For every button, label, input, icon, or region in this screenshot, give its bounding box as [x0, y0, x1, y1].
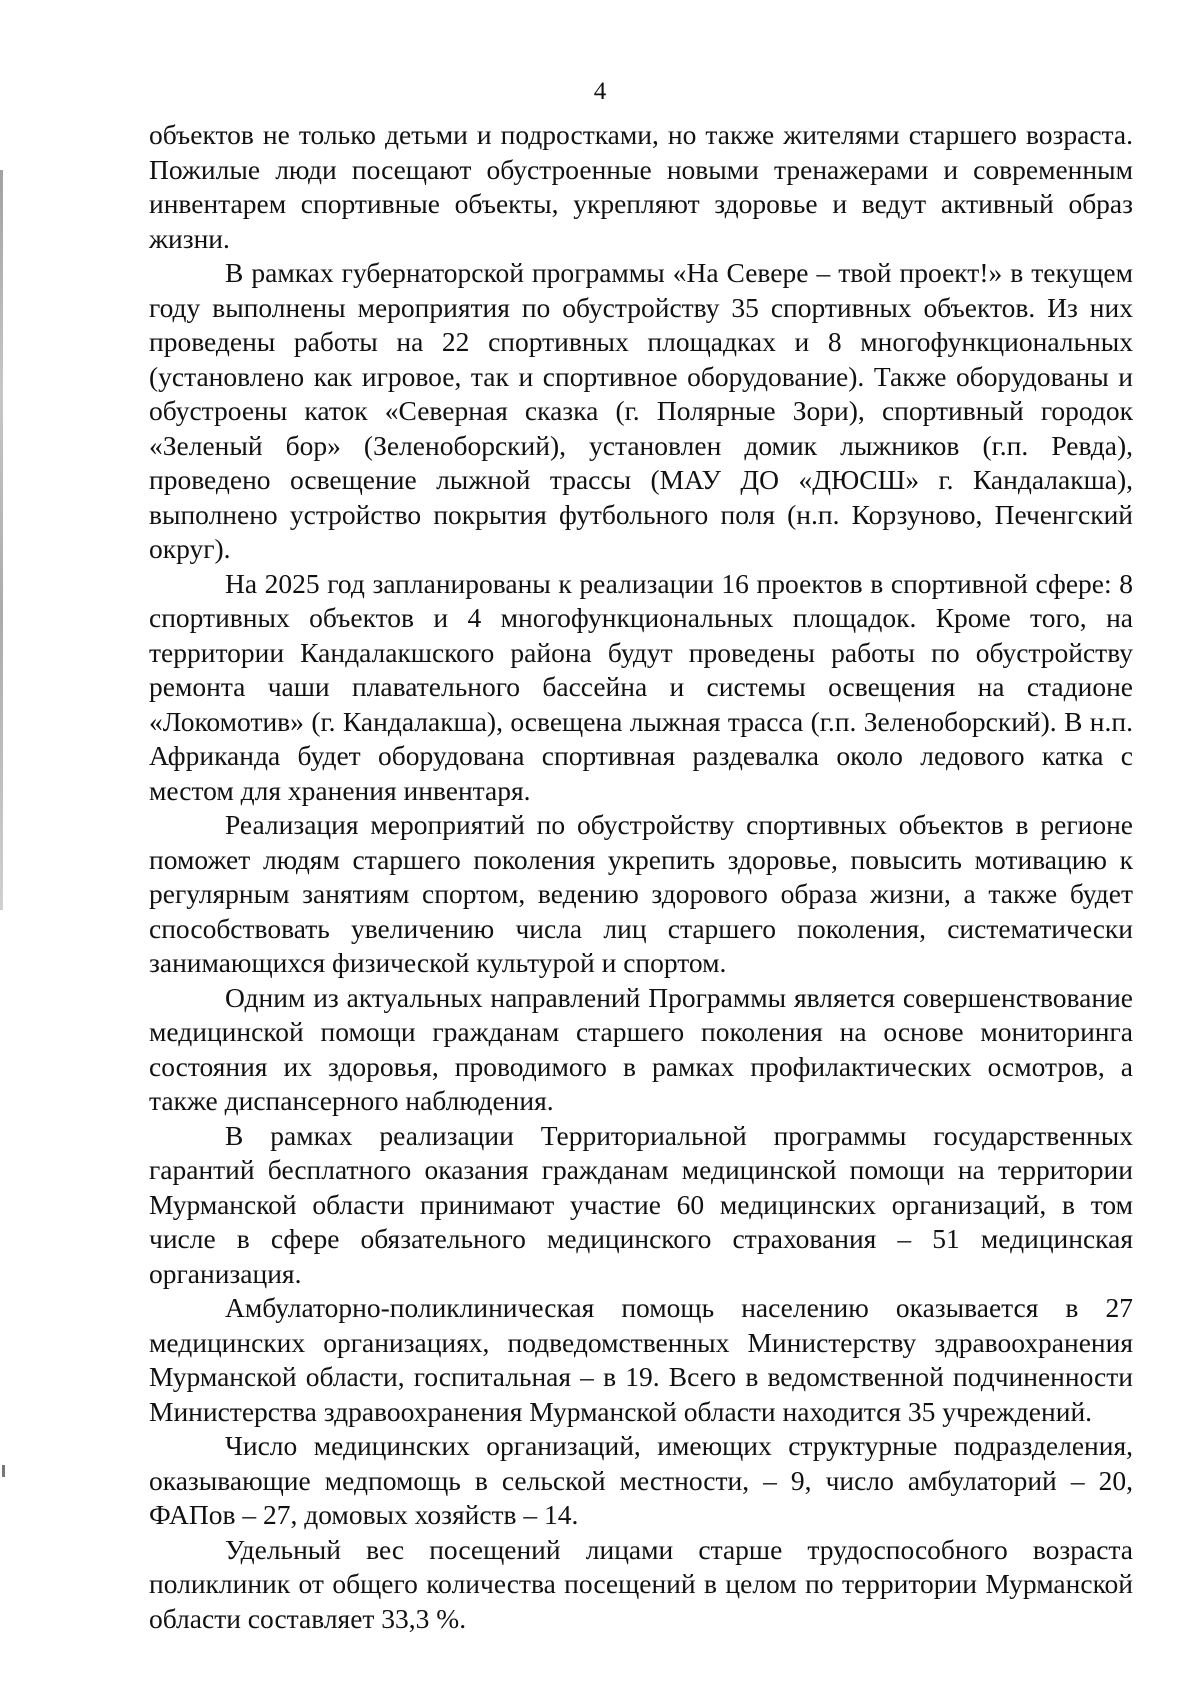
paragraph-visits-share: Удельный вес посещений лицами старше трудоспособного возраста поликлиник от общего количества посещений в целом по территории Мурманской области составляет 33,3 %. — [149, 1533, 1133, 1634]
scan-edge-artifact — [0, 170, 3, 910]
paragraph-outpatient-care: Амбулаторно-поликлиническая помощь населению оказывается в 27 медицинских организациях, подведомственных Министерству здравоохранения Мурманской области, госпитальная – в 19. Всего в ведомственной подчиненности Министерства здравоохранения Мурманской области находится 35 учреждений. — [149, 1292, 1133, 1427]
paragraph-governor-program: В рамках губернаторской программы «На Севере – твой проект!» в текущем году выполнены мероприятия по обустройству 35 спортивных объектов. Из них проведены работы на 22 спортивных площадках и 8 многофункциональных (установлено как игровое, так и спортивное оборудование). Также оборудованы и обустроены каток «Северная сказка (г. Полярные Зори), спортивный городок «Зеленый бор» (Зеленоборский), установлен домик лыжников (г.п. Ревда), проведено освещение лыжной трассы (МАУ ДО «ДЮСШ» г. Кандалакша), выполнено устройство покрытия футбольного поля (н.п. Корзуново, Печенгский округ). — [149, 257, 1133, 564]
paragraph-medical-direction: Одним из актуальных направлений Программы является совершенствование медицинской помощи гражданам старшего поколения на основе мониторинга состояния их здоровья, проводимого в рамках профилактических осмотров, а также диспансерного наблюдения. — [149, 981, 1133, 1116]
paragraph-plans-2025: На 2025 год запланированы к реализации 16 проектов в спортивной сфере: 8 спортивных объектов и 4 многофункциональных площадок. Кроме того, на территории Кандалакшского района будут проведены работы по обустройству ремонта чаши плавательного бассейна и системы освещения на стадионе «Локомотив» (г. Кандалакша), освещена лыжная трасса (г.п. Зеленоборский). В н.п. Африканда будет оборудована спортивная раздевалка около ледового катка с местом для хранения инвентаря. — [149, 567, 1133, 806]
page-number: 4 — [593, 78, 607, 105]
paragraph-territorial-program: В рамках реализации Территориальной программы государственных гарантий бесплатного оказания гражданам медицинской помощи на территории Мурманской области принимают участие 60 медицинских организаций, в том числе в сфере обязательного медицинского страхования – 51 медицинская организация. — [149, 1119, 1133, 1289]
paragraph-rural-organizations: Число медицинских организаций, имеющих структурные подразделения, оказывающие медпомощь в сельской местности, – 9, число амбулаторий – 20, ФАПов – 27, домовых хозяйств – 14. — [149, 1430, 1133, 1530]
scan-mark-artifact — [2, 1465, 5, 1477]
paragraph-continuation: объектов не только детьми и подростками, но также жителями старшего возраста. Пожилые люди посещают обустроенные новыми тренажерами и современным инвентарем спортивные объекты, укрепляют здоровье и ведут активный образ жизни. — [149, 119, 1133, 254]
paragraph-implementation-benefits: Реализация мероприятий по обустройству спортивных объектов в регионе поможет людям старшего поколения укрепить здоровье, повысить мотивацию к регулярным занятиям спортом, ведению здорового образа жизни, а также будет способствовать увеличению числа лиц старшего поколения, систематически занимающихся физической культурой и спортом. — [149, 809, 1133, 978]
document-body — [149, 118, 1133, 1636]
